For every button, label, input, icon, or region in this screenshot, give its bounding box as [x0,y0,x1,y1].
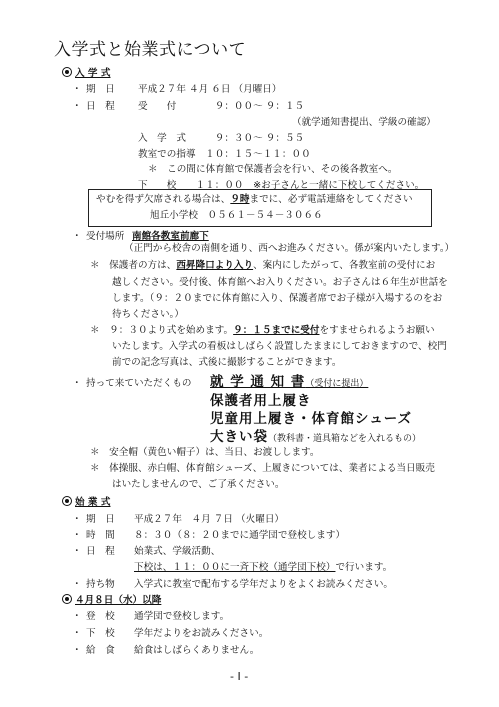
section-heading-text: 始 業 式 [75,497,111,508]
after-commute-row: ・ 登 校 [72,611,115,622]
helmet-note: ＊ 安全帽（黄色い帽子）は、当日、お渡しします。 [90,447,320,458]
uniform-note-line2: はいたしませんので、ご了承ください。 [112,479,285,490]
reception-route: （正門から校舎の南側を通り、西へお進みください。係が案内いたします。） [124,243,455,254]
schedule-dismissal: 下 校 １１：００ ※お子さんと一緒に下校してください。 [138,180,425,191]
note-text: ＊ ９：３０より式を始めます。 [90,325,234,336]
row-label: 給 食 [86,645,115,656]
section-heading-opening [62,496,110,509]
section-heading-text: 入 学 式 [75,68,111,79]
school-phone: 旭丘小学校 ０５６１－５４－３０６６ [150,210,323,221]
row-label: 時 間 [86,530,115,541]
entrance-date-value: 平成２７年 ４月 ６日 （月曜日） [138,84,282,95]
reception-place-row: ・ 受付場所 [72,231,125,242]
absence-notice-time: ９時 [230,194,250,205]
start-note-line2: いたします。入学式の看板はしばらく設置したままにしておきますので、校門 [112,341,447,352]
schedule-reception-note: （就学通知書提出、学級の確認） [292,117,436,128]
opening-time-row: ・ 時 間 [72,530,115,541]
schedule-note: ＊ この間に体育館で保護者会を行い、その後各教室へ。 [148,164,398,175]
after-lunch-row: ・ 給 食 [72,645,115,656]
entrance-schedule-row: ・ 日 程 [72,101,115,112]
bring-items-row: ・ 持って来ていただくもの [72,378,192,389]
page-number: - I - [230,670,249,683]
bring-item-child-shoes: 児童用上履き・体育館シューズ [210,411,413,427]
circle-bullet-icon [62,496,72,506]
after-lunch-value: 給食はしばらくありません。 [134,645,260,656]
dismissal-emphasis: 下校は、１１：００に一斉下校（通学団下校） [134,562,336,573]
parent-note-line4: 待ちください。） [112,309,184,320]
row-label: 下 校 [86,628,115,639]
bring-item-notice [210,374,368,392]
start-note-line3: 前での記念写真は、式後に撮影することができます。 [112,357,342,368]
bring-item-name: 就 学 通 知 書 [210,374,306,390]
after-commute-value: 通学団で登校します。 [134,611,230,622]
row-label: 登 校 [86,611,115,622]
bring-item-note: （教科書・道具箱などを入れるもの） [268,434,422,444]
section-heading-entrance [62,67,110,80]
after-dismiss-value: 学年だよりをお読みください。 [134,628,269,639]
note-text: をすませられるようお願い [319,325,435,336]
circle-bullet-icon [62,67,72,77]
bring-item-parent-shoes: 保護者用上履き [210,393,312,409]
opening-dismissal [134,562,392,574]
schedule-classroom: 教室での指導 １０：１５～１１：００ [138,149,311,160]
note-text: 、案内にしたがって、各教室前の受付にお [253,260,436,271]
section-heading-after [62,594,161,607]
parent-note-line1 [90,260,435,272]
row-label: 持って来ていただくもの [86,378,192,389]
circle-bullet-icon [62,594,72,604]
schedule-ceremony: 入 学 式 ９：３０～ ９：５５ [138,133,305,144]
opening-items-value: 入学式に教室で配布する学年だよりをよくお読みください。 [134,579,394,590]
dismissal-text: で行います。 [335,562,393,573]
bring-item-note: （受付に提出） [305,379,369,389]
opening-date-value: 平成２７年 ４月 ７日 （火曜日） [134,514,285,525]
note-emphasis: 西昇降口より入り [176,260,254,271]
opening-schedule-row: ・ 日 程 [72,546,115,557]
opening-schedule-value: 始業式、学級活動、 [134,546,221,557]
row-label: 日 程 [86,101,115,112]
parent-note-line3: します。（９：２０までに体育館に入り、保護者席でお子様が入場するのをお [112,293,443,304]
reception-place: 南館各教室前廊下 [132,231,209,242]
absence-notice-post: までに、必ず電話連絡をしてください [249,194,413,205]
row-label: 持ち物 [86,579,115,590]
bring-item-name: 大きい袋 [210,429,268,445]
section-heading-text: ４月８日（水）以降 [75,595,162,606]
row-label: 受付場所 [86,231,125,242]
row-label: 期 日 [86,514,115,525]
absence-notice-pre: やむを得ず欠席される場合は、 [96,194,231,205]
schedule-reception: 受 付 ９：００～ ９：１５ [138,101,305,112]
row-label: 日 程 [86,546,115,557]
after-dismiss-row: ・ 下 校 [72,628,115,639]
opening-time-value: ８：３０（８：２０までに通学団で登校します） [134,530,346,541]
entrance-date-row: ・ 期 日 [72,84,115,95]
opening-items-row: ・ 持ち物 [72,579,115,590]
start-note-line1 [90,325,435,337]
uniform-note-line1: ＊ 体操服、赤白帽、体育館シューズ、上履きについては、業者による当日販売 [90,463,435,474]
absence-notice [96,194,413,206]
note-text: ＊ 保護者の方は、 [90,260,177,271]
row-label: 期 日 [86,84,115,95]
opening-date-row: ・ 期 日 [72,514,115,525]
bring-item-bag [210,429,421,447]
page-title: 入学式と始業式について [54,40,247,60]
parent-note-line2: 越しください。受付後、体育館へお入りください。お子さんは６年生が世話を [112,277,448,288]
note-emphasis: ９：１５までに受付 [233,325,320,336]
